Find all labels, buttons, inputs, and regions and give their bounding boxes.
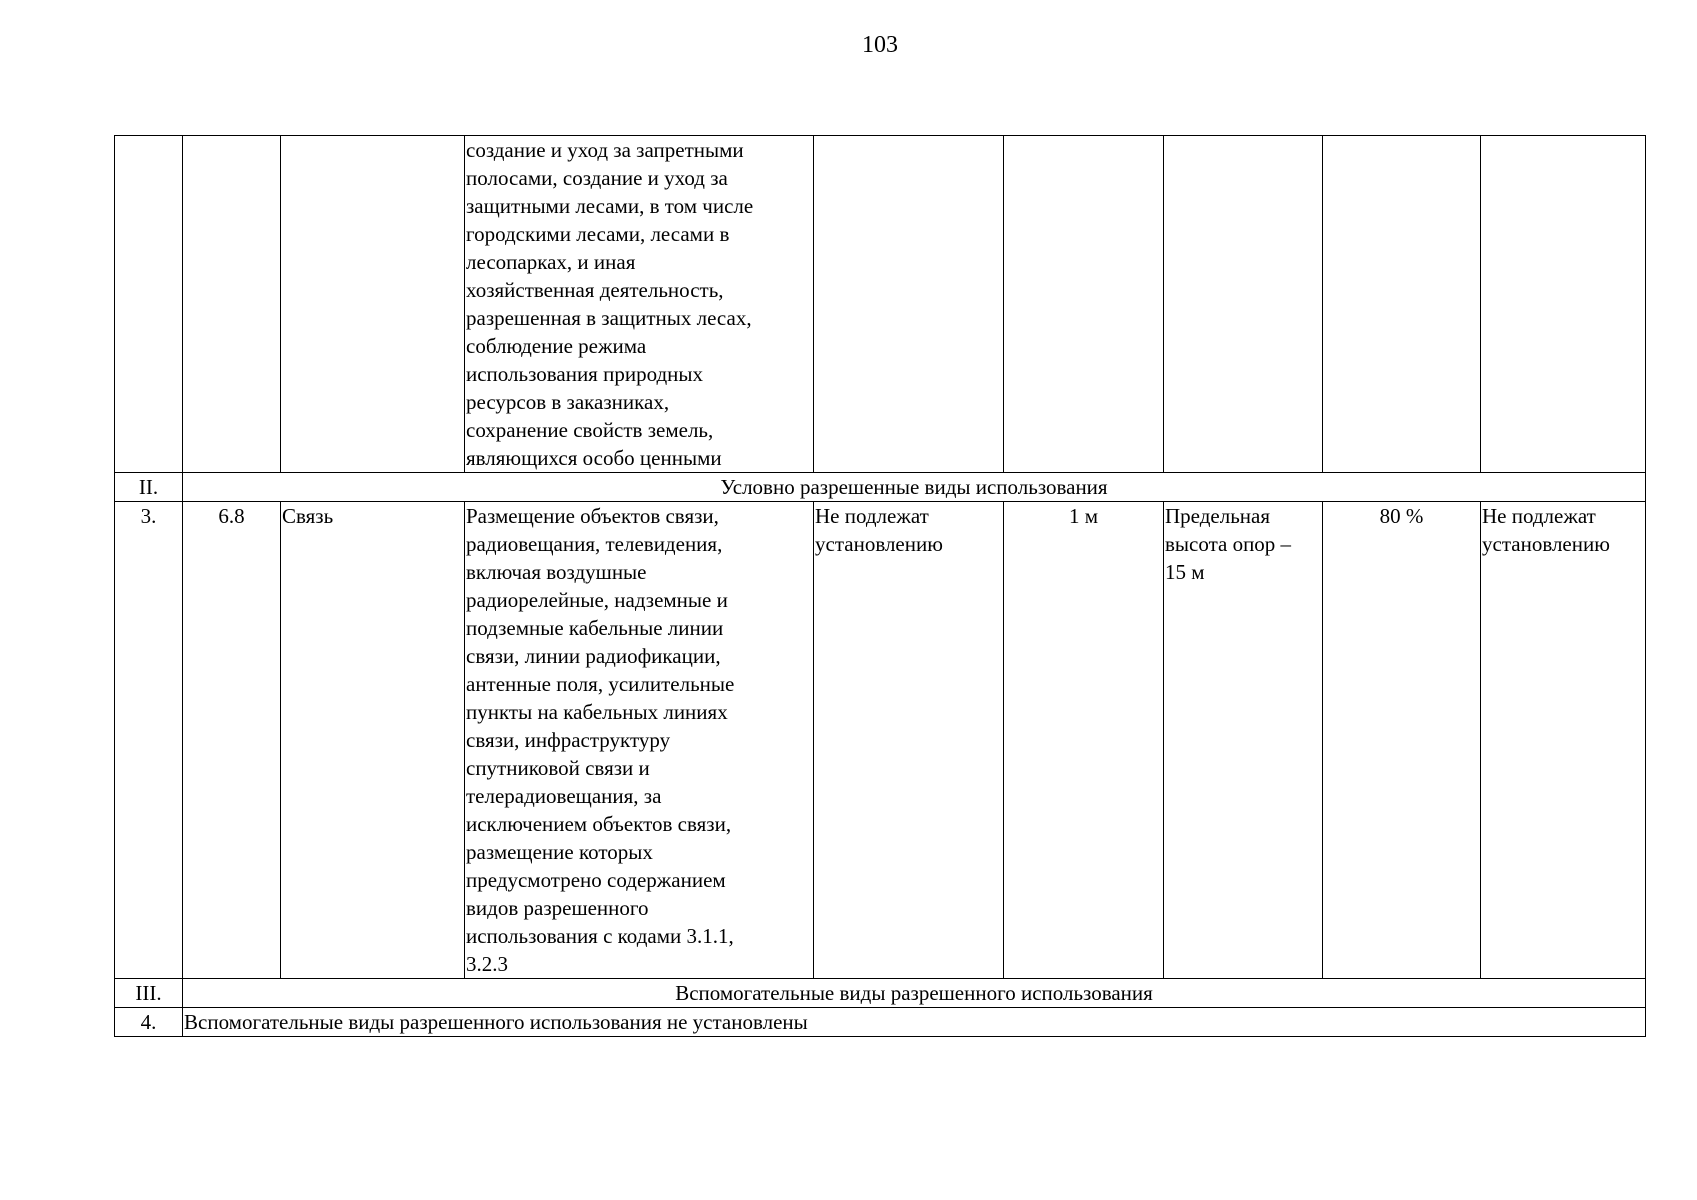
cell-description: Размещение объектов связи, радиовещания, телевидения, включая воздушные радиорелейные, надземные и подземные кабельные линии связи, линии радиофикации, антенные поля, усилительные пункты на кабельных линиях связи, инфраструктуру спутниковой связи и телерадиовещания, за исключением объектов связи, размещение которых предусмотрено содержанием видов разрешенного использования с кодами 3.1.1, 3.2.3 [465, 502, 814, 979]
cell-num: 3. [115, 502, 183, 979]
cell-col5: Не подлежат установлению [814, 502, 1004, 979]
cell-col8 [1323, 136, 1481, 473]
cell-code [183, 136, 281, 473]
cell-col6: 1 м [1004, 502, 1164, 979]
cell-description: создание и уход за запретными полосами, создание и уход за защитными лесами, в том числе городскими лесами, лесами в лесопарках, и иная хозяйственная деятельность, разрешенная в защитных лесах, соблюдение режима использования природных ресурсов в заказниках, сохранение свойств земель, являющихся особо ценными [465, 136, 814, 473]
cell-col6 [1004, 136, 1164, 473]
cell-col9 [1481, 136, 1646, 473]
section-header-conditional [115, 473, 1646, 502]
land-use-table [114, 135, 1646, 1037]
section-title: Условно разрешенные виды использования [183, 473, 1646, 502]
cell-col7: Предельная высота опор – 15 м [1164, 502, 1323, 979]
cell-name: Связь [281, 502, 465, 979]
table-row-continuation [115, 136, 1646, 473]
cell-col7 [1164, 136, 1323, 473]
section-title: Вспомогательные виды разрешенного использования [183, 979, 1646, 1008]
table-row [115, 502, 1646, 979]
cell-num [115, 136, 183, 473]
cell-col5 [814, 136, 1004, 473]
cell-num: 4. [115, 1008, 183, 1037]
cell-code: 6.8 [183, 502, 281, 979]
cell-col8: 80 % [1323, 502, 1481, 979]
section-numeral: III. [115, 979, 183, 1008]
page-number: 103 [862, 32, 898, 58]
cell-name [281, 136, 465, 473]
section-header-auxiliary [115, 979, 1646, 1008]
section-numeral: II. [115, 473, 183, 502]
table-row [115, 1008, 1646, 1037]
cell-text: Вспомогательные виды разрешенного использования не установлены [183, 1008, 1646, 1037]
cell-col9: Не подлежат установлению [1481, 502, 1646, 979]
